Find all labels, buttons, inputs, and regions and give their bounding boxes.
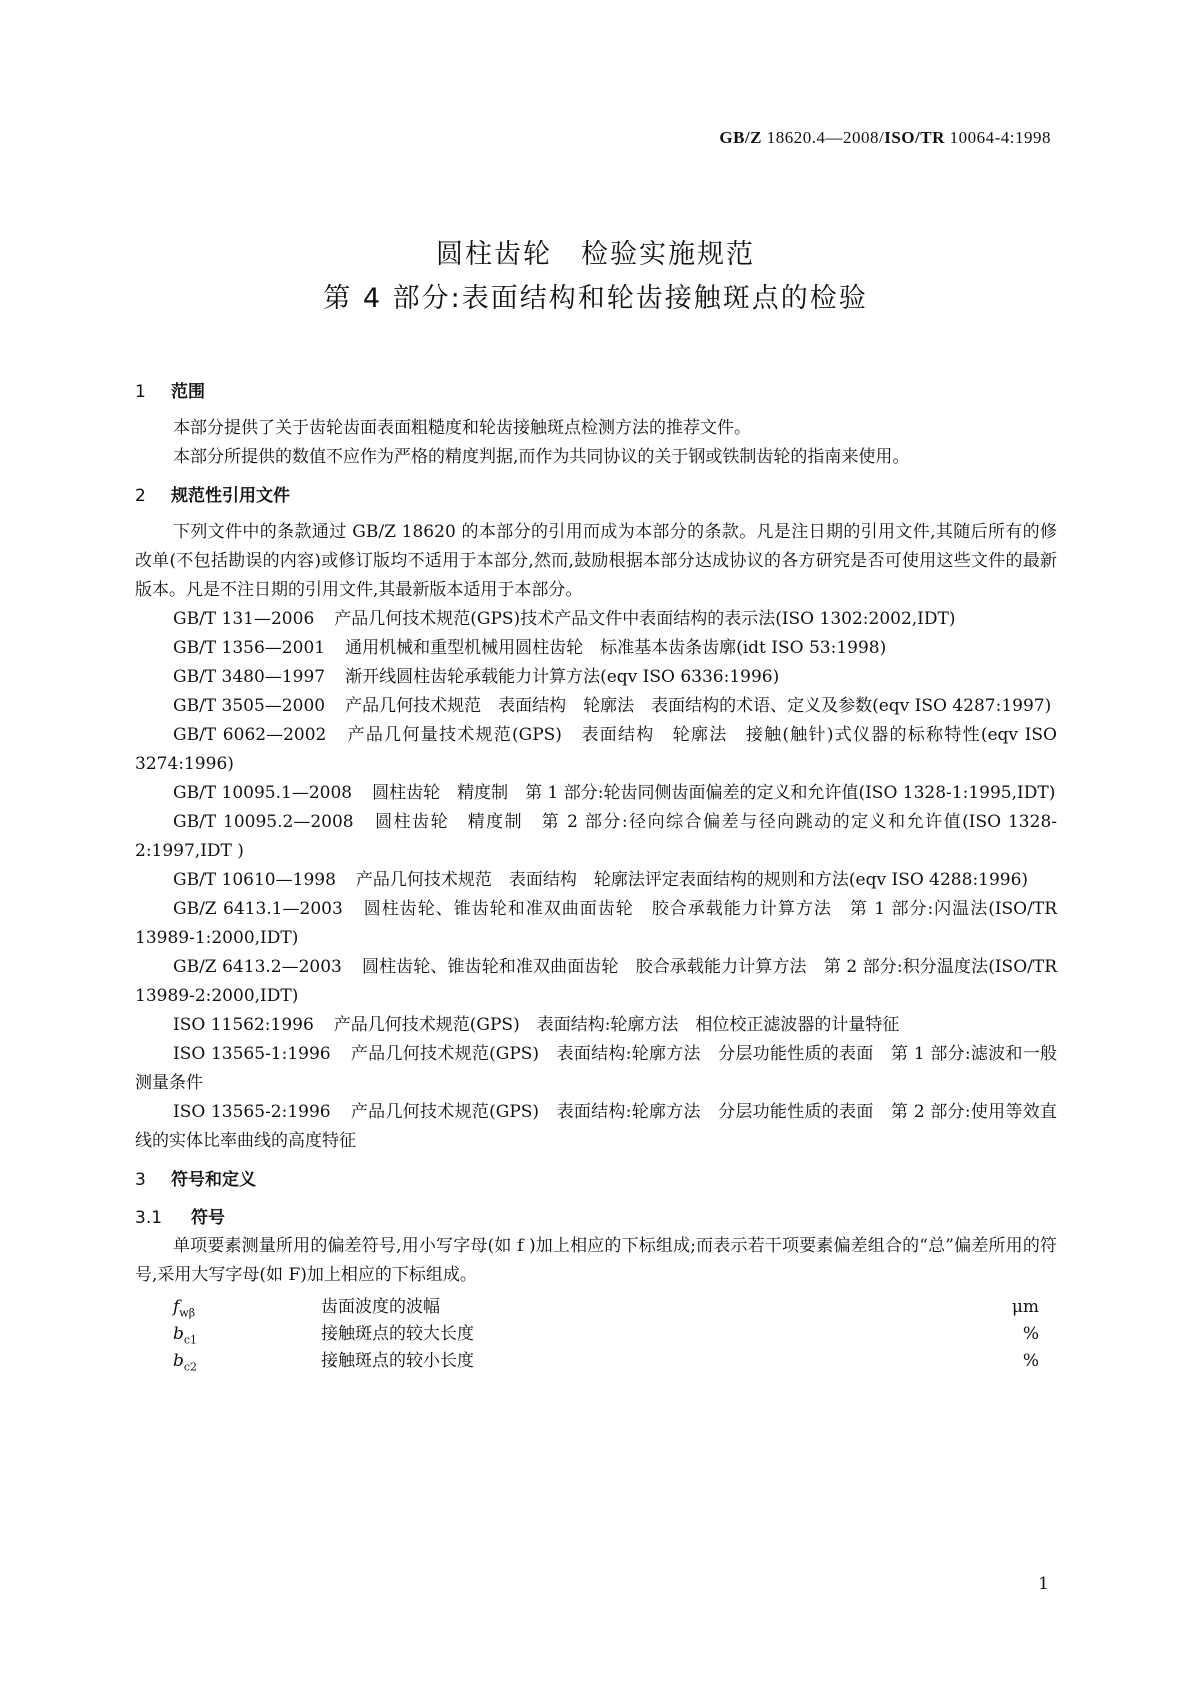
reference-code: GB/T 10610—1998 bbox=[173, 870, 336, 890]
reference-item bbox=[135, 721, 1057, 779]
symbol-description: 齿面波度的波幅 bbox=[321, 1297, 440, 1317]
reference-item bbox=[135, 1098, 1057, 1156]
reference-item bbox=[135, 663, 1057, 692]
reference-item bbox=[135, 779, 1057, 808]
reference-code: GB/T 6062—2002 bbox=[173, 725, 327, 745]
reference-code: GB/T 3505—2000 bbox=[173, 696, 326, 716]
symbol-base: b bbox=[173, 1324, 184, 1344]
reference-title: 圆柱齿轮 精度制 第 1 部分:轮齿同侧齿面偏差的定义和允许值(ISO 1328-1:1995,IDT) bbox=[372, 783, 1056, 803]
paragraph: 本部分提供了关于齿轮齿面表面粗糙度和轮齿接触斑点检测方法的推荐文件。 bbox=[173, 418, 751, 438]
reference-title: 圆柱齿轮、锥齿轮和准双曲面齿轮 胶合承载能力计算方法 第 2 部分:积分温度法(ISO/TR 13989-2:2000,IDT) bbox=[135, 957, 1057, 1006]
symbol-row bbox=[135, 1321, 1057, 1348]
reference-title: 产品几何量技术规范(GPS) 表面结构 轮廓法 接触(触针)式仪器的标称特性(eqv ISO 3274:1996) bbox=[135, 725, 1057, 774]
reference-title: 产品几何技术规范(GPS)技术产品文件中表面结构的表示法(ISO 1302:2002,IDT) bbox=[334, 609, 956, 629]
paragraph: 下列文件中的条款通过 GB/Z 18620 的本部分的引用而成为本部分的条款。凡是注日期的引用文件,其随后所有的修改单(不包括勘误的内容)或修订版均不适用于本部分,然而,鼓励根据本部分达成协议的各方研究是否可使用这些文件的最新版本。凡是不注日期的引用文件,其最新版本适用于本部分。 bbox=[135, 522, 1057, 600]
symbol-row bbox=[135, 1348, 1057, 1375]
reference-title: 圆柱齿轮 精度制 第 2 部分:径向综合偏差与径向跳动的定义和允许值(ISO 1328-2:1997,IDT ) bbox=[135, 812, 1057, 861]
document-body bbox=[135, 368, 1057, 1375]
document-title-line1: 圆柱齿轮 检验实施规范 bbox=[436, 239, 755, 270]
reference-item bbox=[135, 634, 1057, 663]
symbol-description: 接触斑点的较大长度 bbox=[321, 1324, 474, 1344]
section-heading-scope bbox=[135, 378, 1057, 406]
std-code-prefix: GB/Z bbox=[719, 128, 762, 147]
reference-code: GB/T 131—2006 bbox=[173, 609, 315, 629]
subsection-heading-symbols bbox=[135, 1204, 1057, 1232]
section-title: 规范性引用文件 bbox=[171, 486, 290, 506]
reference-list bbox=[135, 605, 1057, 1156]
reference-item bbox=[135, 808, 1057, 866]
reference-code: GB/T 10095.1—2008 bbox=[173, 783, 353, 803]
reference-code: ISO 13565-1:1996 bbox=[173, 1044, 331, 1064]
reference-title: 产品几何技术规范(GPS) 表面结构:轮廓方法 分层功能性质的表面 第 1 部分:滤波和一般测量条件 bbox=[135, 1044, 1057, 1093]
reference-code: GB/T 3480—1997 bbox=[173, 667, 326, 687]
paragraph: 单项要素测量所用的偏差符号,用小写字母(如 f )加上相应的下标组成;而表示若干项要素偏差组合的“总”偏差所用的符号,采用大写字母(如 F)加上相应的下标组成。 bbox=[135, 1236, 1057, 1285]
section-title: 范围 bbox=[171, 382, 205, 402]
std-code-iso-prefix: ISO/TR bbox=[884, 128, 945, 147]
symbol-unit: % bbox=[1022, 1324, 1039, 1344]
reference-code: GB/Z 6413.1—2003 bbox=[173, 899, 343, 919]
section-number: 3 bbox=[135, 1170, 146, 1190]
reference-item bbox=[135, 866, 1057, 895]
subsection-title: 符号 bbox=[191, 1208, 225, 1228]
symbol-subscript: c1 bbox=[183, 1333, 198, 1347]
section-title: 符号和定义 bbox=[171, 1170, 256, 1190]
reference-title: 产品几何技术规范 表面结构 轮廓法 表面结构的术语、定义及参数(eqv ISO 4287:1997) bbox=[345, 696, 1052, 716]
symbol-description: 接触斑点的较小长度 bbox=[321, 1351, 474, 1371]
reference-title: 圆柱齿轮、锥齿轮和准双曲面齿轮 胶合承载能力计算方法 第 1 部分:闪温法(ISO/TR 13989-1:2000,IDT) bbox=[135, 899, 1057, 948]
symbol-subscript: wβ bbox=[179, 1306, 196, 1320]
reference-title: 产品几何技术规范 表面结构 轮廓法评定表面结构的规则和方法(eqv ISO 4288:1996) bbox=[355, 870, 1029, 890]
page-number: 1 bbox=[1038, 1574, 1049, 1594]
std-code-number: 18620.4—2008/ bbox=[761, 128, 885, 147]
reference-title: 渐开线圆柱齿轮承载能力计算方法(eqv ISO 6336:1996) bbox=[345, 667, 780, 687]
reference-code: ISO 13565-2:1996 bbox=[173, 1102, 331, 1122]
reference-code: ISO 11562:1996 bbox=[173, 1015, 314, 1035]
reference-item bbox=[135, 895, 1057, 953]
symbol-unit: μm bbox=[1011, 1297, 1039, 1317]
section-number: 1 bbox=[135, 382, 146, 402]
symbol-unit: % bbox=[1022, 1351, 1039, 1371]
section-heading-normative-refs bbox=[135, 482, 1057, 510]
symbol-base: b bbox=[173, 1351, 184, 1371]
reference-title: 产品几何技术规范(GPS) 表面结构:轮廓方法 相位校正滤波器的计量特征 bbox=[333, 1015, 900, 1035]
section-heading-symbols-definitions bbox=[135, 1166, 1057, 1194]
reference-item bbox=[135, 605, 1057, 634]
reference-item bbox=[135, 1040, 1057, 1098]
paragraph: 本部分所提供的数值不应作为严格的精度判据,而作为共同协议的关于钢或铁制齿轮的指南来使用。 bbox=[173, 447, 910, 467]
reference-code: GB/T 1356—2001 bbox=[173, 638, 326, 658]
symbol-subscript: c2 bbox=[183, 1360, 198, 1374]
reference-code: GB/T 10095.2—2008 bbox=[173, 812, 354, 832]
standard-code bbox=[719, 128, 1051, 148]
document-title-line2: 第 4 部分:表面结构和轮齿接触斑点的检验 bbox=[323, 283, 868, 314]
reference-item bbox=[135, 953, 1057, 1011]
symbol-row bbox=[135, 1294, 1057, 1321]
symbol bbox=[173, 1348, 197, 1380]
section-number: 2 bbox=[135, 486, 146, 506]
std-code-iso-number: 10064-4:1998 bbox=[944, 128, 1051, 147]
symbol-base: f bbox=[173, 1297, 180, 1317]
subsection-number: 3.1 bbox=[135, 1208, 163, 1228]
reference-item bbox=[135, 692, 1057, 721]
symbol-table bbox=[135, 1294, 1057, 1375]
reference-item bbox=[135, 1011, 1057, 1040]
reference-title: 通用机械和重型机械用圆柱齿轮 标准基本齿条齿廓(idt ISO 53:1998) bbox=[345, 638, 887, 658]
reference-code: GB/Z 6413.2—2003 bbox=[173, 957, 342, 977]
reference-title: 产品几何技术规范(GPS) 表面结构:轮廓方法 分层功能性质的表面 第 2 部分:使用等效直线的实体比率曲线的高度特征 bbox=[135, 1102, 1057, 1151]
